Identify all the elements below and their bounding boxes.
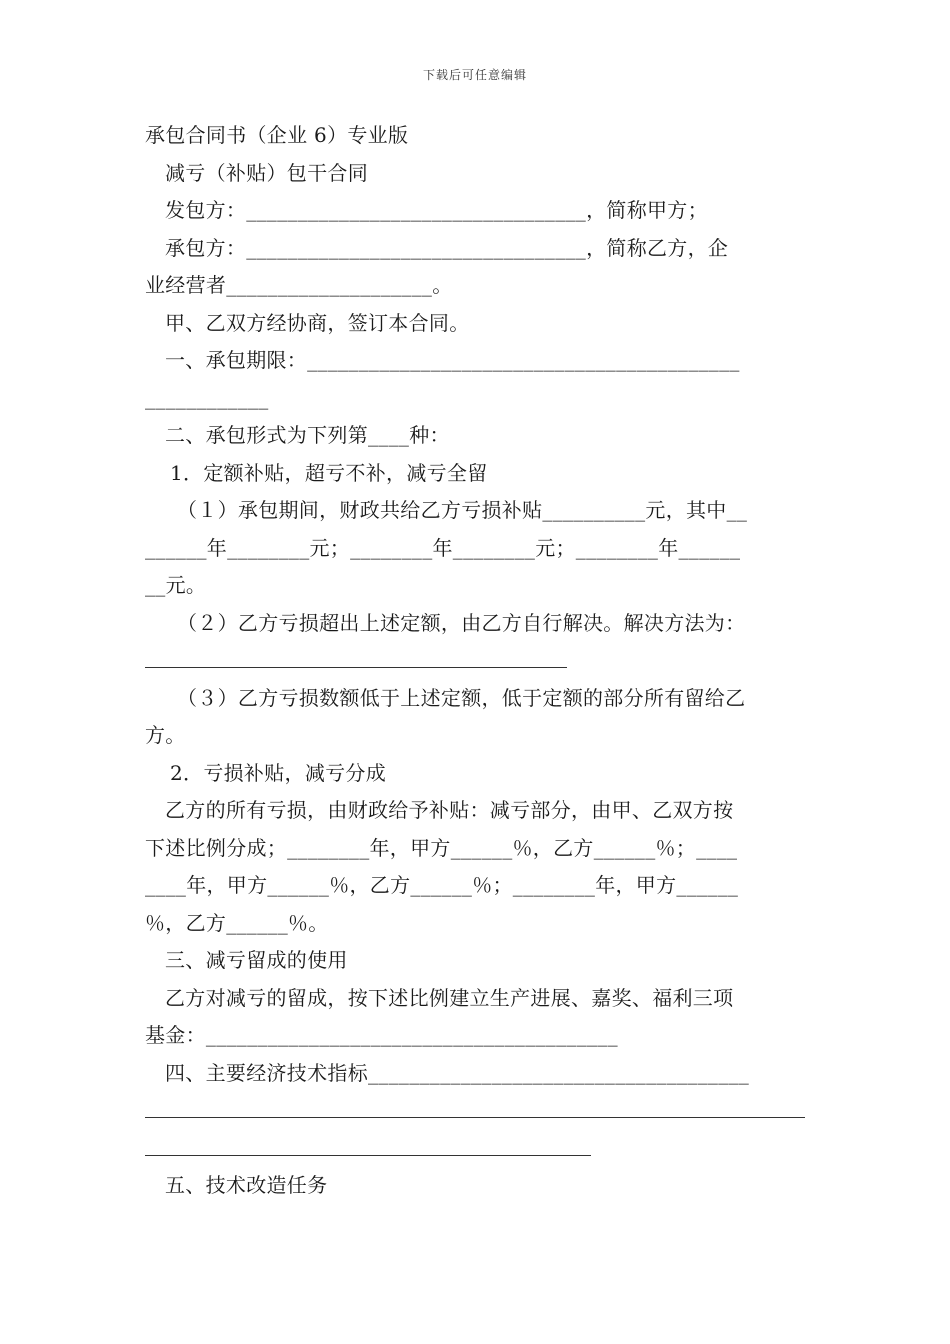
contract-line: 承包方：_________________________________，简称乙方，企	[165, 235, 729, 260]
contract-line: （１）承包期间，财政共给乙方亏损补贴__________元，其中__	[177, 498, 748, 522]
contract-line: 四、主要经济技术指标_____________________________________	[165, 1060, 750, 1085]
contract-body	[145, 120, 805, 1208]
contract-line: 业经营者____________________。	[145, 273, 453, 297]
fill-in-line	[145, 667, 567, 668]
contract-line: ______年________元；________年________元；________年______	[145, 535, 741, 560]
blank-underline	[145, 645, 805, 683]
contract-line: 方。	[145, 723, 186, 747]
contract-line: 减亏（补贴）包干合同	[165, 160, 368, 185]
contract-line: 二、承包形式为下列第____种：	[165, 423, 450, 447]
fill-in-line	[145, 1155, 591, 1156]
contract-line: 1．定额补贴，超亏不补，减亏全留	[170, 460, 488, 485]
fill-in-line	[145, 1117, 805, 1118]
contract-line: 下述比例分成；________年，甲方______％，乙方______％；____	[145, 835, 738, 860]
page-header-note: 下载后可任意编辑	[422, 68, 527, 82]
contract-line: 发包方：_________________________________，简称甲方；	[165, 198, 708, 222]
contract-line: 五、技术改造任务	[165, 1173, 328, 1197]
contract-line: ____年，甲方______％，乙方______％；________年，甲方______	[145, 873, 739, 897]
document-title: 承包合同书（企业 6）专业版	[145, 123, 409, 147]
contract-line: __元。	[145, 573, 207, 597]
blank-underline	[145, 1095, 805, 1133]
contract-line: 甲、乙双方经协商，签订本合同。	[165, 310, 470, 335]
contract-line: 一、承包期限：__________________________________________	[165, 348, 740, 372]
contract-line: （２）乙方亏损超出上述定额，由乙方自行解决。解决方法为：	[177, 610, 746, 635]
contract-line: 三、减亏留成的使用	[165, 948, 348, 972]
contract-line: ____________	[145, 385, 269, 410]
contract-line: （３）乙方亏损数额低于上述定额，低于定额的部分所有留给乙	[177, 685, 746, 710]
contract-line: 乙方的所有亏损，由财政给予补贴：减亏部分，由甲、乙双方按	[165, 798, 734, 822]
contract-line: 乙方对减亏的留成，按下述比例建立生产进展、嘉奖、福利三项	[165, 985, 734, 1010]
blank-underline	[145, 1133, 805, 1171]
contract-line: 基金：________________________________________	[145, 1023, 618, 1047]
contract-line: 2．亏损补贴，减亏分成	[170, 760, 387, 785]
contract-line: ％，乙方______％。	[145, 910, 329, 935]
